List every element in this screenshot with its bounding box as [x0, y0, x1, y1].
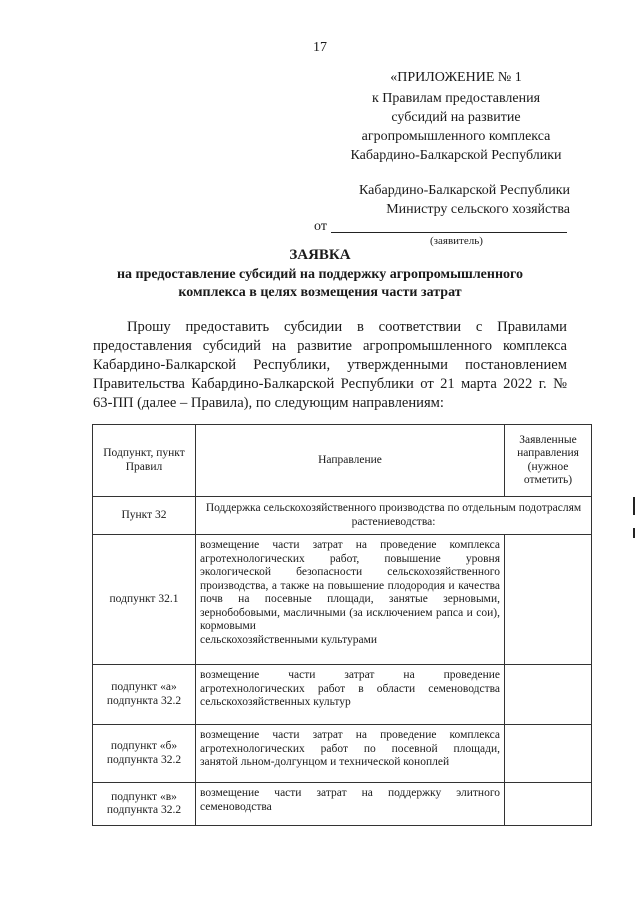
row-subpoint: подпункт «б» подпункта 32.2 [93, 725, 196, 783]
appendix-line-3: агропромышленного комплекса [361, 129, 551, 144]
row-direction-text: возмещение части затрат на поддержку элитного [200, 787, 500, 799]
row-checkbox-cell[interactable] [505, 783, 592, 826]
section-point: Пункт 32 [93, 497, 196, 535]
table-row [93, 783, 592, 826]
header-declared: Заявленные направления (нужное отметить) [505, 425, 592, 497]
appendix-title: «ПРИЛОЖЕНИЕ № 1 [390, 70, 522, 85]
row-direction-last: сельскохозяйственных культур [200, 696, 351, 708]
appendix-line-4: Кабардино-Балкарской Республики [350, 148, 562, 163]
scan-margin-mark [633, 528, 635, 538]
applicant-underline [331, 232, 567, 233]
row-subpoint: подпункт «в» подпункта 32.2 [93, 783, 196, 826]
row-direction-last: занятой льном-долгунцом и технической коноплей [200, 756, 450, 768]
appendix-line-2: субсидий на развитие [391, 110, 521, 125]
addressee-block [318, 181, 570, 219]
row-checkbox-cell[interactable] [505, 725, 592, 783]
table-row [93, 725, 592, 783]
row-direction [196, 725, 505, 783]
row-direction-text: возмещение части затрат на проведение комплекса агротехнологических работ, повышение уровня экологической безопасности сельскохозяйственного производства, а также на повышение плодородия и качества почв на посевные площади, занятые зерновыми, зернобобовыми, масличными (за исключением рапса и сои), кормовыми [200, 539, 500, 632]
row-direction-last: семеноводства [200, 800, 272, 813]
table-row [93, 665, 592, 725]
request-paragraph [93, 318, 567, 413]
row-checkbox-cell[interactable] [505, 665, 592, 725]
row-direction [196, 783, 505, 826]
document-title: ЗАЯВКА [289, 247, 351, 263]
row-direction-text: возмещение части затрат на проведение комплекса агротехнологических работ по посевной площади, [200, 729, 500, 755]
directions-table [92, 424, 592, 826]
row-direction [196, 665, 505, 725]
section-direction: Поддержка сельскохозяйственного производства по отдельным подотраслям растениеводства: [196, 497, 592, 535]
header-direction: Направление [196, 425, 505, 497]
addressee-line-2: Министру сельского хозяйства [386, 202, 570, 217]
page-number: 17 [313, 40, 327, 55]
appendix-block [325, 68, 587, 165]
scan-margin-mark [633, 497, 635, 515]
header-subpoint: Подпункт, пункт Правил [93, 425, 196, 497]
appendix-line-1: к Правилам предоставления [371, 91, 541, 106]
table-row [93, 535, 592, 665]
table-header-row [93, 425, 592, 497]
row-checkbox-cell[interactable] [505, 535, 592, 665]
document-subtitle: на предоставление субсидий на поддержку агропромышленного комплекса в целях возмещения части затрат [116, 267, 524, 300]
row-direction-text: возмещение части затрат на проведение агротехнологических работ в области семеноводства [200, 669, 500, 695]
request-text: Прошу предоставить субсидии в соответствии с Правилами предоставления субсидий на развитие агропромышленного комплекса Кабардино-Балкарской Республики, утвержденными постановлением Правительства Кабардино-Балкарской Республики от 21 марта 2022 г. № 63-ПП (далее – Правила), по следующим направлениям: [93, 319, 567, 411]
table-section-row [93, 497, 592, 535]
row-direction [196, 535, 505, 665]
applicant-caption: (заявитель) [430, 235, 483, 247]
row-subpoint: подпункт «а» подпункта 32.2 [93, 665, 196, 725]
addressee-line-1: Кабардино-Балкарской Республики [359, 183, 570, 198]
row-direction-last: сельскохозяйственными культурами [200, 633, 378, 646]
from-label: от [314, 219, 327, 234]
row-subpoint: подпункт 32.1 [93, 535, 196, 665]
